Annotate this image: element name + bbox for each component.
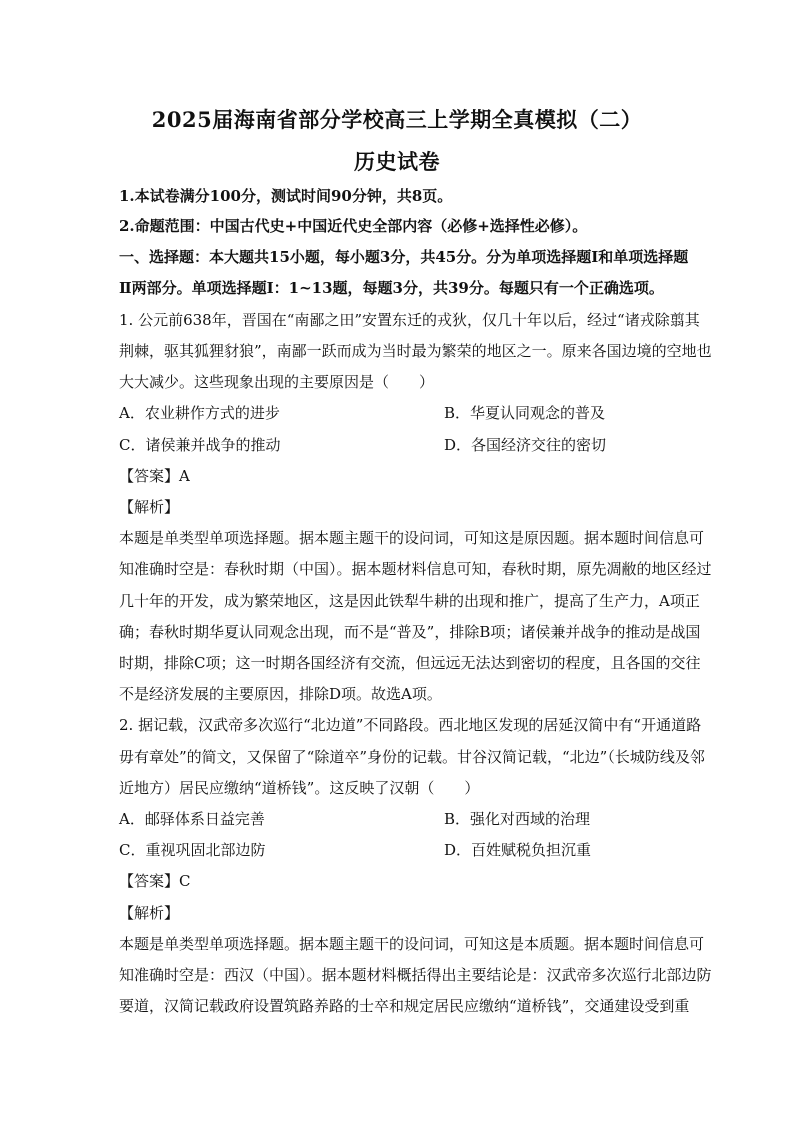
q1-analysis-label: 【解析】 (119, 498, 180, 516)
q1-option-a: A．农业耕作方式的进步 (119, 404, 280, 422)
q2-analysis-line-1: 本题是单类型单项选择题。据本题主题干的设问词，可知这是本质题。据本题时间信息可 (119, 935, 705, 953)
q2-analysis-label: 【解析】 (119, 904, 180, 922)
q1-analysis-line-3: 几十年的开发，成为繁荣地区，这是因此铁犁牛耕的出现和推广，提高了生产力，A项正 (119, 592, 700, 610)
q2-analysis-line-2: 知准确时空是：西汉（中国）。据本题材料概括得出主要结论是：汉武帝多次巡行北部边防 (119, 966, 712, 984)
q2-option-c: C．重视巩固北部边防 (119, 841, 266, 859)
q1-stem-line-3: 大大减少。这些现象出现的主要原因是（ ） (119, 373, 435, 391)
q1-stem-line-2: 荆棘，驱其狐狸豺狼”，南鄙一跃而成为当时最为繁荣的地区之一。原来各国边境的空地也 (119, 342, 712, 360)
q1-analysis-line-5: 时期，排除C项；这一时期各国经济有交流，但远远无法达到密切的程度，且各国的交往 (119, 654, 701, 672)
exam-subtitle: 历史试卷 (354, 149, 440, 174)
note-1: 1.本试卷满分100分，测试时间90分钟，共8页。 (119, 187, 453, 205)
q2-option-a: A．邮驿体系日益完善 (119, 810, 265, 828)
q1-analysis-line-6: 不是经济发展的主要原因，排除D项。故选A项。 (119, 685, 442, 703)
q1-option-c: C．诸侯兼并战争的推动 (119, 436, 281, 454)
q2-stem-line-2: 毋有章处”的简文，又保留了“除道卒”身份的记载。甘谷汉简记载，“北边”（长城防线及邻 (119, 748, 705, 766)
exam-title: 2025届海南省部分学校高三上学期全真模拟（二） (151, 107, 643, 132)
q2-stem-line-3: 近地方）居民应缴纳“道桥钱”。这反映了汉朝（ ） (119, 779, 480, 797)
q2-option-d: D．百姓赋税负担沉重 (444, 841, 592, 859)
q1-stem-line-1: 1. 公元前638年，晋国在“南鄙之田”安置东迁的戎狄，仅几十年以后，经过“诸戎除翦其 (119, 311, 700, 329)
q1-analysis-line-1: 本题是单类型单项选择题。据本题主题干的设问词，可知这是原因题。据本题时间信息可 (119, 529, 705, 547)
section-heading-2: Ⅱ两部分。单项选择题Ⅰ：1~13题，每题3分，共39分。每题只有一个正确选项。 (119, 279, 664, 297)
q2-answer: 【答案】C (119, 872, 191, 890)
q1-analysis-line-2: 知准确时空是：春秋时期（中国）。据本题材料信息可知，春秋时期，原先凋敝的地区经过 (119, 560, 712, 578)
q1-answer: 【答案】A (119, 467, 190, 485)
q2-stem-line-1: 2. 据记载，汉武帝多次巡行“北边道”不同路段。西北地区发现的居延汉简中有“开通道路 (119, 716, 702, 734)
q1-analysis-line-4: 确；春秋时期华夏认同观念出现，而不是“普及”，排除B项；诸侯兼并战争的推动是战国 (119, 623, 701, 641)
q2-option-b: B．强化对西域的治理 (444, 810, 591, 828)
q1-option-d: D．各国经济交往的密切 (444, 436, 607, 454)
note-2: 2.命题范围：中国古代史+中国近代史全部内容（必修+选择性必修）。 (119, 217, 588, 235)
q1-option-b: B．华夏认同观念的普及 (444, 404, 606, 422)
q2-analysis-line-3: 要道，汉简记载政府设置筑路养路的士卒和规定居民应缴纳“道桥钱”，交通建设受到重 (119, 997, 690, 1015)
section-heading-1: 一、选择题：本大题共15小题，每小题3分，共45分。分为单项选择题Ⅰ和单项选择题 (119, 248, 689, 266)
